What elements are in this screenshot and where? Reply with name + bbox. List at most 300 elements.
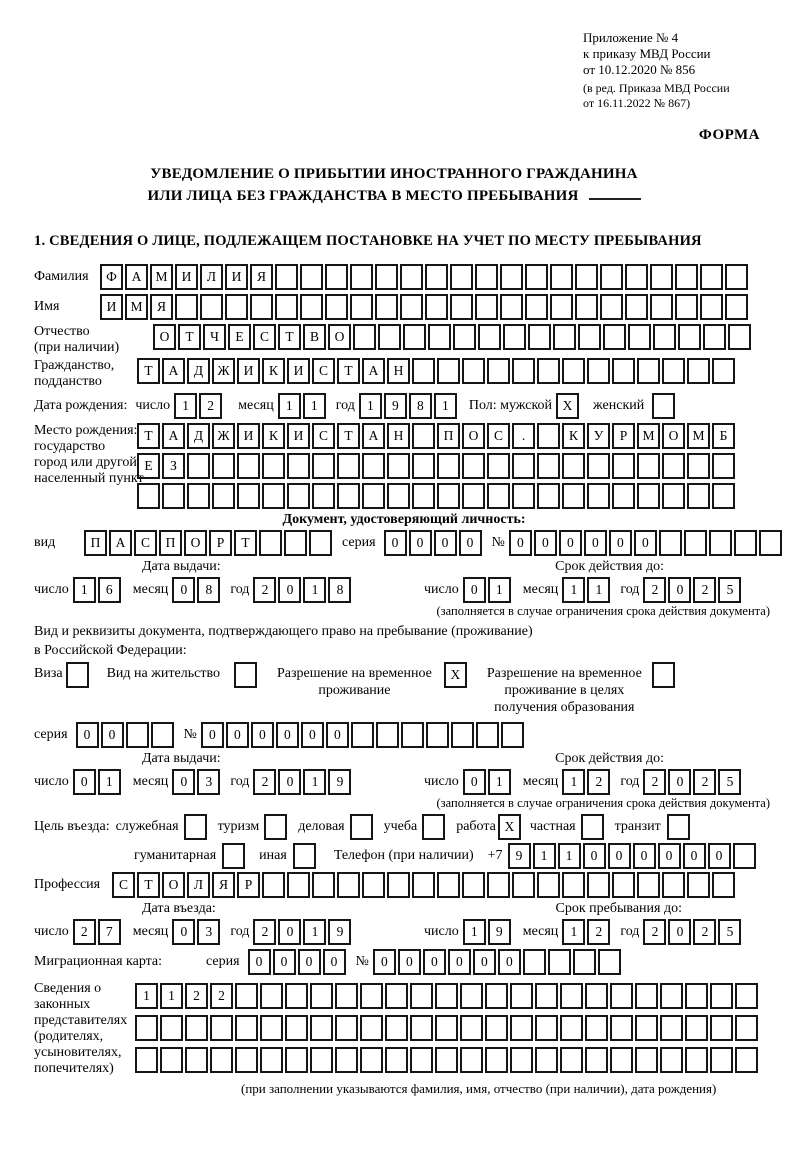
birthplace-cell[interactable] — [662, 483, 685, 509]
representatives-cell[interactable] — [610, 983, 633, 1009]
stay-expiry-year-cell[interactable]: 2 — [643, 769, 666, 795]
phone-cell[interactable]: 0 — [583, 843, 606, 869]
representatives-cell[interactable] — [735, 1047, 758, 1073]
purpose-transit-checkbox-cell[interactable] — [667, 814, 690, 840]
surname-cell[interactable]: М — [150, 264, 173, 290]
stay-until-year-cell[interactable]: 2 — [643, 919, 666, 945]
birthplace-cell[interactable]: У — [587, 423, 610, 449]
representatives-cell[interactable] — [235, 1047, 258, 1073]
representatives-cell[interactable] — [710, 1015, 733, 1041]
birthdate-year-cell[interactable]: 8 — [409, 393, 432, 419]
patronymic-cell[interactable]: О — [153, 324, 176, 350]
birthplace-cell[interactable] — [212, 483, 235, 509]
representatives-cell[interactable] — [260, 1015, 283, 1041]
birthplace-cell[interactable] — [412, 423, 435, 449]
profession-cell[interactable]: О — [162, 872, 185, 898]
stay-doc-number-cell[interactable]: 0 — [276, 722, 299, 748]
firstname-cell[interactable] — [400, 294, 423, 320]
stay-doc-number-cell[interactable] — [451, 722, 474, 748]
firstname-cell[interactable]: М — [125, 294, 148, 320]
purpose-work-checkbox-cell[interactable]: X — [498, 814, 521, 840]
representatives-cell[interactable] — [210, 1015, 233, 1041]
firstname-cell[interactable]: И — [100, 294, 123, 320]
patronymic-cell[interactable] — [678, 324, 701, 350]
surname-cell[interactable] — [325, 264, 348, 290]
entry-year-cell[interactable]: 9 — [328, 919, 351, 945]
surname-cell[interactable] — [500, 264, 523, 290]
profession-cell[interactable] — [287, 872, 310, 898]
stay-doc-number-cell[interactable]: 0 — [326, 722, 349, 748]
purpose-business-checkbox-cell[interactable] — [184, 814, 207, 840]
purpose-private-checkbox-cell[interactable] — [581, 814, 604, 840]
citizenship-cell[interactable] — [487, 358, 510, 384]
birthdate-month-cell[interactable]: 1 — [303, 393, 326, 419]
birthplace-cell[interactable] — [587, 453, 610, 479]
birthplace-cell[interactable] — [237, 453, 260, 479]
citizenship-cell[interactable]: Н — [387, 358, 410, 384]
profession-cell[interactable] — [337, 872, 360, 898]
issue-month-cell[interactable]: 8 — [197, 577, 220, 603]
profession-cell[interactable] — [637, 872, 660, 898]
doc-series-cell[interactable]: 0 — [434, 530, 457, 556]
representatives-cell[interactable] — [135, 1047, 158, 1073]
citizenship-cell[interactable] — [662, 358, 685, 384]
birthplace-cell[interactable] — [362, 453, 385, 479]
expiry-month-cell[interactable]: 1 — [562, 577, 585, 603]
representatives-cell[interactable] — [585, 1047, 608, 1073]
stay-issue-day-cell[interactable]: 0 — [73, 769, 96, 795]
representatives-cell[interactable] — [635, 1047, 658, 1073]
stay-doc-series-cell[interactable]: 0 — [101, 722, 124, 748]
stay-doc-number-cell[interactable]: 0 — [251, 722, 274, 748]
surname-cell[interactable] — [375, 264, 398, 290]
citizenship-cell[interactable] — [587, 358, 610, 384]
representatives-cell[interactable] — [235, 1015, 258, 1041]
stay-issue-month-cell[interactable]: 0 — [172, 769, 195, 795]
firstname-cell[interactable] — [375, 294, 398, 320]
birthplace-cell[interactable]: И — [287, 423, 310, 449]
surname-cell[interactable] — [650, 264, 673, 290]
representatives-cell[interactable] — [460, 983, 483, 1009]
stay-doc-number-cell[interactable] — [401, 722, 424, 748]
migration-card-number-cell[interactable]: 0 — [473, 949, 496, 975]
birthplace-cell[interactable] — [462, 483, 485, 509]
phone-cell[interactable]: 0 — [633, 843, 656, 869]
birthplace-cell[interactable]: Т — [337, 423, 360, 449]
phone-cell[interactable]: 9 — [508, 843, 531, 869]
representatives-cell[interactable] — [335, 1015, 358, 1041]
representatives-cell[interactable] — [685, 1047, 708, 1073]
citizenship-cell[interactable]: С — [312, 358, 335, 384]
stay-until-year-cell[interactable]: 2 — [693, 919, 716, 945]
citizenship-cell[interactable] — [537, 358, 560, 384]
doc-kind-cell[interactable] — [259, 530, 282, 556]
doc-kind-cell[interactable]: Р — [209, 530, 232, 556]
firstname-cell[interactable] — [550, 294, 573, 320]
stay-until-year-cell[interactable]: 0 — [668, 919, 691, 945]
migration-card-number-cell[interactable] — [548, 949, 571, 975]
profession-cell[interactable] — [437, 872, 460, 898]
phone-cell[interactable]: 0 — [658, 843, 681, 869]
birthdate-year-cell[interactable]: 1 — [434, 393, 457, 419]
firstname-cell[interactable] — [300, 294, 323, 320]
doc-kind-cell[interactable] — [309, 530, 332, 556]
birthplace-cell[interactable] — [412, 483, 435, 509]
representatives-cell[interactable] — [435, 983, 458, 1009]
birthplace-cell[interactable] — [387, 453, 410, 479]
profession-cell[interactable] — [662, 872, 685, 898]
birthplace-cell[interactable] — [262, 483, 285, 509]
patronymic-cell[interactable] — [503, 324, 526, 350]
birthplace-cell[interactable] — [712, 483, 735, 509]
patronymic-cell[interactable] — [453, 324, 476, 350]
profession-cell[interactable]: Т — [137, 872, 160, 898]
entry-year-cell[interactable]: 0 — [278, 919, 301, 945]
phone-cell[interactable]: 1 — [533, 843, 556, 869]
purpose-tourism-checkbox-cell[interactable] — [264, 814, 287, 840]
doc-kind-cell[interactable]: А — [109, 530, 132, 556]
firstname-cell[interactable] — [250, 294, 273, 320]
firstname-cell[interactable] — [175, 294, 198, 320]
migration-card-series-cell[interactable]: 0 — [273, 949, 296, 975]
birthplace-cell[interactable]: М — [637, 423, 660, 449]
birthplace-cell[interactable] — [562, 453, 585, 479]
surname-cell[interactable] — [725, 264, 748, 290]
birthdate-month-cell[interactable]: 1 — [278, 393, 301, 419]
firstname-cell[interactable]: Я — [150, 294, 173, 320]
stay-doc-series-cell[interactable] — [151, 722, 174, 748]
representatives-cell[interactable] — [310, 983, 333, 1009]
birthplace-cell[interactable]: . — [512, 423, 535, 449]
representatives-cell[interactable] — [360, 983, 383, 1009]
representatives-cell[interactable] — [560, 983, 583, 1009]
stay-doc-number-cell[interactable] — [501, 722, 524, 748]
expiry-year-cell[interactable]: 2 — [643, 577, 666, 603]
patronymic-cell[interactable]: О — [328, 324, 351, 350]
representatives-cell[interactable]: 1 — [135, 983, 158, 1009]
sex-male-checkbox-cell[interactable]: X — [556, 393, 579, 419]
surname-cell[interactable] — [275, 264, 298, 290]
representatives-cell[interactable] — [485, 983, 508, 1009]
migration-card-number-cell[interactable]: 0 — [373, 949, 396, 975]
stay-issue-year-cell[interactable]: 2 — [253, 769, 276, 795]
doc-number-cell[interactable] — [684, 530, 707, 556]
doc-number-cell[interactable]: 0 — [559, 530, 582, 556]
firstname-cell[interactable] — [475, 294, 498, 320]
citizenship-cell[interactable]: Т — [337, 358, 360, 384]
birthplace-cell[interactable] — [712, 453, 735, 479]
issue-year-cell[interactable]: 2 — [253, 577, 276, 603]
profession-cell[interactable] — [487, 872, 510, 898]
firstname-cell[interactable] — [350, 294, 373, 320]
stay-doc-series-cell[interactable]: 0 — [76, 722, 99, 748]
stay-doc-number-cell[interactable] — [376, 722, 399, 748]
birthplace-cell[interactable] — [562, 483, 585, 509]
representatives-cell[interactable] — [610, 1015, 633, 1041]
birthplace-cell[interactable] — [462, 453, 485, 479]
surname-cell[interactable]: Я — [250, 264, 273, 290]
purpose-other-checkbox-cell[interactable] — [293, 843, 316, 869]
stay-expiry-year-cell[interactable]: 0 — [668, 769, 691, 795]
citizenship-cell[interactable] — [462, 358, 485, 384]
representatives-cell[interactable] — [735, 1015, 758, 1041]
entry-day-cell[interactable]: 2 — [73, 919, 96, 945]
purpose-humanitarian-checkbox-cell[interactable] — [222, 843, 245, 869]
surname-cell[interactable]: И — [225, 264, 248, 290]
birthplace-cell[interactable] — [687, 483, 710, 509]
firstname-cell[interactable] — [725, 294, 748, 320]
birthplace-cell[interactable]: П — [437, 423, 460, 449]
citizenship-cell[interactable] — [437, 358, 460, 384]
citizenship-cell[interactable]: И — [287, 358, 310, 384]
representatives-cell[interactable] — [260, 983, 283, 1009]
purpose-study-checkbox-cell[interactable] — [422, 814, 445, 840]
doc-number-cell[interactable]: 0 — [609, 530, 632, 556]
stay-issue-month-cell[interactable]: 3 — [197, 769, 220, 795]
representatives-cell[interactable] — [160, 1015, 183, 1041]
patronymic-cell[interactable] — [403, 324, 426, 350]
stay-issue-year-cell[interactable]: 1 — [303, 769, 326, 795]
expiry-year-cell[interactable]: 5 — [718, 577, 741, 603]
surname-cell[interactable] — [350, 264, 373, 290]
surname-cell[interactable] — [525, 264, 548, 290]
doc-number-cell[interactable]: 0 — [509, 530, 532, 556]
stay-until-day-cell[interactable]: 9 — [488, 919, 511, 945]
firstname-cell[interactable] — [225, 294, 248, 320]
patronymic-cell[interactable]: В — [303, 324, 326, 350]
surname-cell[interactable] — [575, 264, 598, 290]
phone-cell[interactable]: 0 — [683, 843, 706, 869]
stay-issue-year-cell[interactable]: 0 — [278, 769, 301, 795]
migration-card-number-cell[interactable]: 0 — [498, 949, 521, 975]
birthplace-cell[interactable]: К — [262, 423, 285, 449]
profession-cell[interactable] — [712, 872, 735, 898]
profession-cell[interactable] — [262, 872, 285, 898]
representatives-cell[interactable] — [710, 983, 733, 1009]
representatives-cell[interactable] — [560, 1047, 583, 1073]
patronymic-cell[interactable] — [728, 324, 751, 350]
birthplace-cell[interactable]: А — [362, 423, 385, 449]
firstname-cell[interactable] — [675, 294, 698, 320]
firstname-cell[interactable] — [500, 294, 523, 320]
doc-number-cell[interactable]: 0 — [634, 530, 657, 556]
doc-series-cell[interactable]: 0 — [384, 530, 407, 556]
citizenship-cell[interactable] — [687, 358, 710, 384]
representatives-cell[interactable] — [285, 983, 308, 1009]
birthdate-year-cell[interactable]: 1 — [359, 393, 382, 419]
stay-expiry-day-cell[interactable]: 1 — [488, 769, 511, 795]
birthplace-cell[interactable] — [487, 483, 510, 509]
representatives-cell[interactable] — [335, 983, 358, 1009]
birthplace-cell[interactable] — [637, 453, 660, 479]
doc-kind-cell[interactable]: П — [84, 530, 107, 556]
expiry-day-cell[interactable]: 1 — [488, 577, 511, 603]
firstname-cell[interactable] — [575, 294, 598, 320]
representatives-cell[interactable] — [360, 1047, 383, 1073]
patronymic-cell[interactable]: Т — [278, 324, 301, 350]
patronymic-cell[interactable] — [578, 324, 601, 350]
doc-number-cell[interactable] — [709, 530, 732, 556]
phone-cell[interactable]: 0 — [608, 843, 631, 869]
citizenship-cell[interactable]: Ж — [212, 358, 235, 384]
representatives-cell[interactable] — [560, 1015, 583, 1041]
entry-year-cell[interactable]: 2 — [253, 919, 276, 945]
representatives-cell[interactable] — [635, 1015, 658, 1041]
birthplace-cell[interactable] — [337, 483, 360, 509]
patronymic-cell[interactable] — [653, 324, 676, 350]
migration-card-number-cell[interactable]: 0 — [398, 949, 421, 975]
birthplace-cell[interactable]: О — [462, 423, 485, 449]
surname-cell[interactable]: Л — [200, 264, 223, 290]
profession-cell[interactable] — [687, 872, 710, 898]
stay-doc-number-cell[interactable]: 0 — [201, 722, 224, 748]
representatives-cell[interactable] — [710, 1047, 733, 1073]
firstname-cell[interactable] — [625, 294, 648, 320]
representatives-cell[interactable] — [310, 1015, 333, 1041]
firstname-cell[interactable] — [275, 294, 298, 320]
surname-cell[interactable] — [475, 264, 498, 290]
patronymic-cell[interactable] — [428, 324, 451, 350]
representatives-cell[interactable] — [535, 1015, 558, 1041]
surname-cell[interactable]: Ф — [100, 264, 123, 290]
issue-day-cell[interactable]: 1 — [73, 577, 96, 603]
birthplace-cell[interactable] — [512, 483, 535, 509]
birthplace-cell[interactable] — [537, 483, 560, 509]
stay-issue-day-cell[interactable]: 1 — [98, 769, 121, 795]
doc-kind-cell[interactable]: П — [159, 530, 182, 556]
representatives-cell[interactable] — [535, 983, 558, 1009]
migration-card-series-cell[interactable]: 0 — [323, 949, 346, 975]
birthplace-cell[interactable]: Н — [387, 423, 410, 449]
patronymic-cell[interactable] — [378, 324, 401, 350]
issue-year-cell[interactable]: 1 — [303, 577, 326, 603]
profession-cell[interactable]: Л — [187, 872, 210, 898]
representatives-cell[interactable] — [435, 1047, 458, 1073]
birthplace-cell[interactable]: Ж — [212, 423, 235, 449]
patronymic-cell[interactable] — [603, 324, 626, 350]
migration-card-number-cell[interactable]: 0 — [423, 949, 446, 975]
stay-doc-series-cell[interactable] — [126, 722, 149, 748]
birthplace-cell[interactable] — [137, 483, 160, 509]
representatives-cell[interactable] — [435, 1015, 458, 1041]
surname-cell[interactable]: А — [125, 264, 148, 290]
birthplace-cell[interactable]: А — [162, 423, 185, 449]
phone-cell[interactable]: 1 — [558, 843, 581, 869]
surname-cell[interactable]: И — [175, 264, 198, 290]
representatives-cell[interactable] — [185, 1047, 208, 1073]
representatives-cell[interactable] — [485, 1047, 508, 1073]
entry-year-cell[interactable]: 1 — [303, 919, 326, 945]
birthplace-cell[interactable] — [687, 453, 710, 479]
birthplace-cell[interactable] — [287, 453, 310, 479]
representatives-cell[interactable] — [385, 1015, 408, 1041]
citizenship-cell[interactable]: Т — [137, 358, 160, 384]
birthplace-cell[interactable]: Т — [137, 423, 160, 449]
doc-kind-cell[interactable]: О — [184, 530, 207, 556]
birthplace-cell[interactable]: М — [687, 423, 710, 449]
representatives-cell[interactable] — [660, 1047, 683, 1073]
profession-cell[interactable] — [562, 872, 585, 898]
profession-cell[interactable]: Я — [212, 872, 235, 898]
profession-cell[interactable] — [587, 872, 610, 898]
birthplace-cell[interactable]: К — [562, 423, 585, 449]
surname-cell[interactable] — [550, 264, 573, 290]
birthplace-cell[interactable] — [337, 453, 360, 479]
representatives-cell[interactable]: 2 — [185, 983, 208, 1009]
birthplace-cell[interactable]: Р — [612, 423, 635, 449]
option-temp-residence-checkbox-cell[interactable]: X — [444, 662, 467, 688]
representatives-cell[interactable] — [285, 1015, 308, 1041]
birthplace-cell[interactable] — [287, 483, 310, 509]
firstname-cell[interactable] — [200, 294, 223, 320]
patronymic-cell[interactable] — [528, 324, 551, 350]
firstname-cell[interactable] — [525, 294, 548, 320]
phone-cell[interactable] — [733, 843, 756, 869]
patronymic-cell[interactable] — [478, 324, 501, 350]
option-residence-permit-checkbox-cell[interactable] — [234, 662, 257, 688]
representatives-cell[interactable] — [660, 1015, 683, 1041]
patronymic-cell[interactable] — [703, 324, 726, 350]
stay-expiry-day-cell[interactable]: 0 — [463, 769, 486, 795]
representatives-cell[interactable] — [285, 1047, 308, 1073]
profession-cell[interactable]: Р — [237, 872, 260, 898]
doc-number-cell[interactable] — [659, 530, 682, 556]
stay-issue-year-cell[interactable]: 9 — [328, 769, 351, 795]
birthdate-year-cell[interactable]: 9 — [384, 393, 407, 419]
migration-card-series-cell[interactable]: 0 — [248, 949, 271, 975]
birthplace-cell[interactable] — [537, 453, 560, 479]
firstname-cell[interactable] — [450, 294, 473, 320]
representatives-cell[interactable] — [335, 1047, 358, 1073]
patronymic-cell[interactable]: С — [253, 324, 276, 350]
birthplace-cell[interactable] — [637, 483, 660, 509]
citizenship-cell[interactable] — [637, 358, 660, 384]
citizenship-cell[interactable]: А — [362, 358, 385, 384]
birthplace-cell[interactable]: З — [162, 453, 185, 479]
stay-doc-number-cell[interactable]: 0 — [301, 722, 324, 748]
firstname-cell[interactable] — [700, 294, 723, 320]
representatives-cell[interactable] — [510, 1015, 533, 1041]
migration-card-number-cell[interactable] — [598, 949, 621, 975]
expiry-year-cell[interactable]: 2 — [693, 577, 716, 603]
representatives-cell[interactable] — [460, 1047, 483, 1073]
stay-until-day-cell[interactable]: 1 — [463, 919, 486, 945]
phone-cell[interactable]: 0 — [708, 843, 731, 869]
birthplace-cell[interactable] — [587, 483, 610, 509]
doc-number-cell[interactable]: 0 — [584, 530, 607, 556]
surname-cell[interactable] — [700, 264, 723, 290]
representatives-cell[interactable]: 1 — [160, 983, 183, 1009]
stay-expiry-year-cell[interactable]: 2 — [693, 769, 716, 795]
migration-card-number-cell[interactable]: 0 — [448, 949, 471, 975]
patronymic-cell[interactable]: Е — [228, 324, 251, 350]
birthplace-cell[interactable] — [662, 453, 685, 479]
patronymic-cell[interactable]: Ч — [203, 324, 226, 350]
surname-cell[interactable] — [600, 264, 623, 290]
representatives-cell[interactable] — [585, 983, 608, 1009]
profession-cell[interactable] — [362, 872, 385, 898]
surname-cell[interactable] — [450, 264, 473, 290]
issue-year-cell[interactable]: 8 — [328, 577, 351, 603]
doc-kind-cell[interactable] — [284, 530, 307, 556]
citizenship-cell[interactable] — [562, 358, 585, 384]
expiry-day-cell[interactable]: 0 — [463, 577, 486, 603]
birthplace-cell[interactable] — [187, 483, 210, 509]
migration-card-number-cell[interactable] — [523, 949, 546, 975]
stay-expiry-month-cell[interactable]: 2 — [587, 769, 610, 795]
entry-day-cell[interactable]: 7 — [98, 919, 121, 945]
stay-expiry-month-cell[interactable]: 1 — [562, 769, 585, 795]
